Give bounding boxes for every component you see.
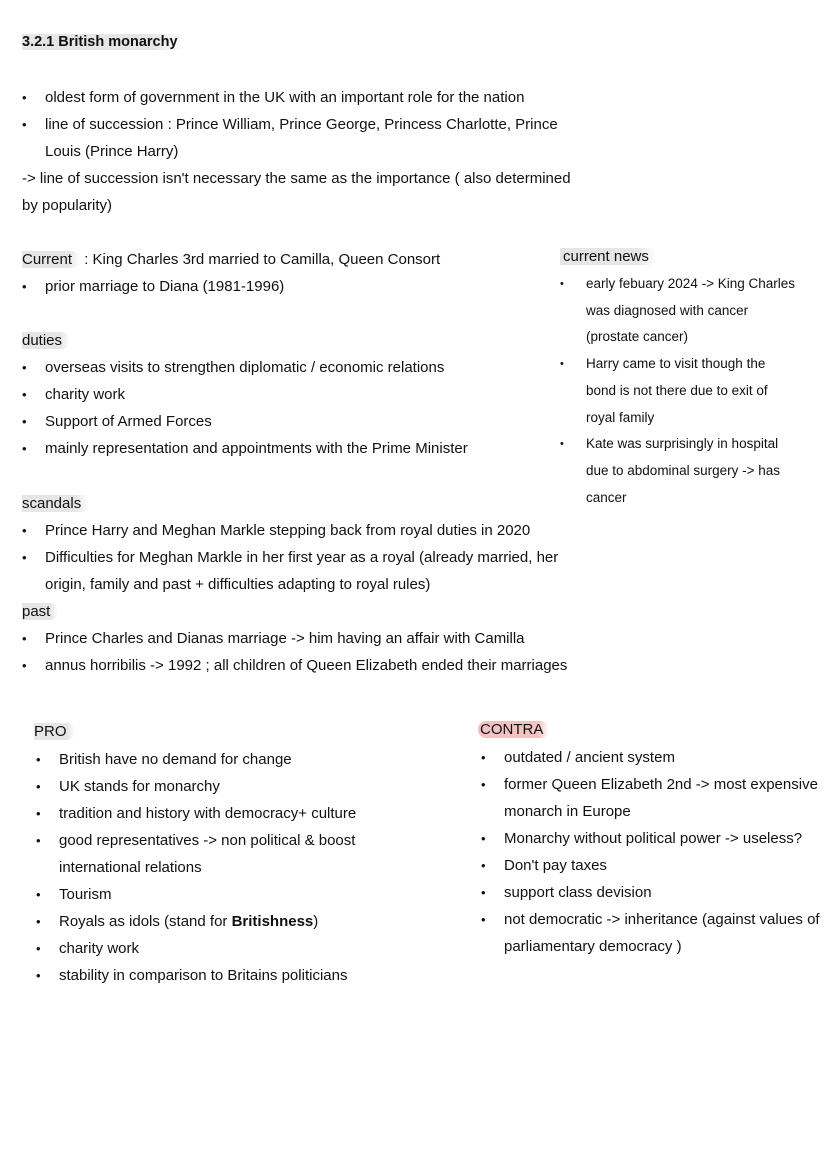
scandals-heading: scandals	[22, 490, 89, 517]
list-item: • not democratic -> inheritance (against values of parliamentary democracy )	[481, 906, 826, 960]
current-news-heading: current news	[560, 243, 657, 270]
list-item: • charity work	[36, 935, 381, 962]
list-item: • good representatives -> non political & boost international relations	[36, 827, 381, 881]
list-item: • Prince Charles and Dianas marriage -> him having an affair with Camilla	[22, 625, 592, 652]
list-item: • oldest form of government in the UK with an important role for the nation	[22, 84, 582, 111]
past-heading: past	[22, 598, 58, 625]
pro-list	[36, 746, 381, 989]
list-item: • Tourism	[36, 881, 381, 908]
list-item: • Monarchy without political power -> useless?	[481, 825, 826, 852]
past-list	[22, 625, 592, 679]
list-item: • UK stands for monarchy	[36, 773, 381, 800]
list-item: • support class devision	[481, 879, 826, 906]
duties-list	[22, 354, 542, 462]
current-news-list	[559, 271, 799, 511]
list-item: • stability in comparison to Britains politicians	[36, 962, 381, 989]
contra-list	[481, 744, 826, 960]
succession-note: -> line of succession isn't necessary the same as the importance ( also determined by popularity)	[22, 170, 571, 214]
page-title: 3.2.1 British monarchy	[22, 34, 186, 50]
list-item: • Kate was surprisingly in hospital due to abdominal surgery -> has cancer	[559, 431, 799, 511]
list-item: • charity work	[22, 381, 542, 408]
list-item: • Harry came to visit though the bond is not there due to exit of royal family	[559, 351, 799, 431]
contra-heading: CONTRA	[478, 716, 549, 743]
list-item: • Support of Armed Forces	[22, 408, 542, 435]
list-item: • early febuary 2024 -> King Charles was diagnosed with cancer (prostate cancer)	[559, 271, 799, 351]
list-item: • British have no demand for change	[36, 746, 381, 773]
list-item: • line of succession : Prince William, Prince George, Princess Charlotte, Prince Louis (Prince Harry)	[22, 111, 582, 165]
list-item: • tradition and history with democracy+ culture	[36, 800, 381, 827]
britishness-bold: Britishness	[231, 913, 314, 930]
scandals-list	[22, 517, 577, 598]
list-item: • mainly representation and appointments with the Prime Minister	[22, 435, 542, 462]
list-item: • Prince Harry and Meghan Markle stepping back from royal duties in 2020	[22, 517, 577, 544]
current-label: Current	[22, 251, 80, 268]
duties-heading: duties	[22, 327, 70, 354]
pro-heading: PRO	[34, 718, 75, 745]
list-item: • prior marriage to Diana (1981-1996)	[22, 273, 542, 300]
list-item: • former Queen Elizabeth 2nd -> most expensive monarch in Europe	[481, 771, 826, 825]
intro-list	[22, 84, 582, 165]
current-line	[22, 246, 552, 273]
list-item: • annus horribilis -> 1992 ; all children of Queen Elizabeth ended their marriages	[22, 652, 592, 679]
list-item: • Royals as idols (stand for Britishness)	[36, 908, 381, 935]
current-list	[22, 273, 542, 300]
list-item: • Don't pay taxes	[481, 852, 826, 879]
list-item: • overseas visits to strengthen diplomatic / economic relations	[22, 354, 542, 381]
list-item: • Difficulties for Meghan Markle in her first year as a royal (already married, her origin, family and past + difficulties adapting to royal rules)	[22, 544, 577, 598]
list-item: • outdated / ancient system	[481, 744, 826, 771]
current-text: : King Charles 3rd married to Camilla, Queen Consort	[80, 251, 441, 268]
